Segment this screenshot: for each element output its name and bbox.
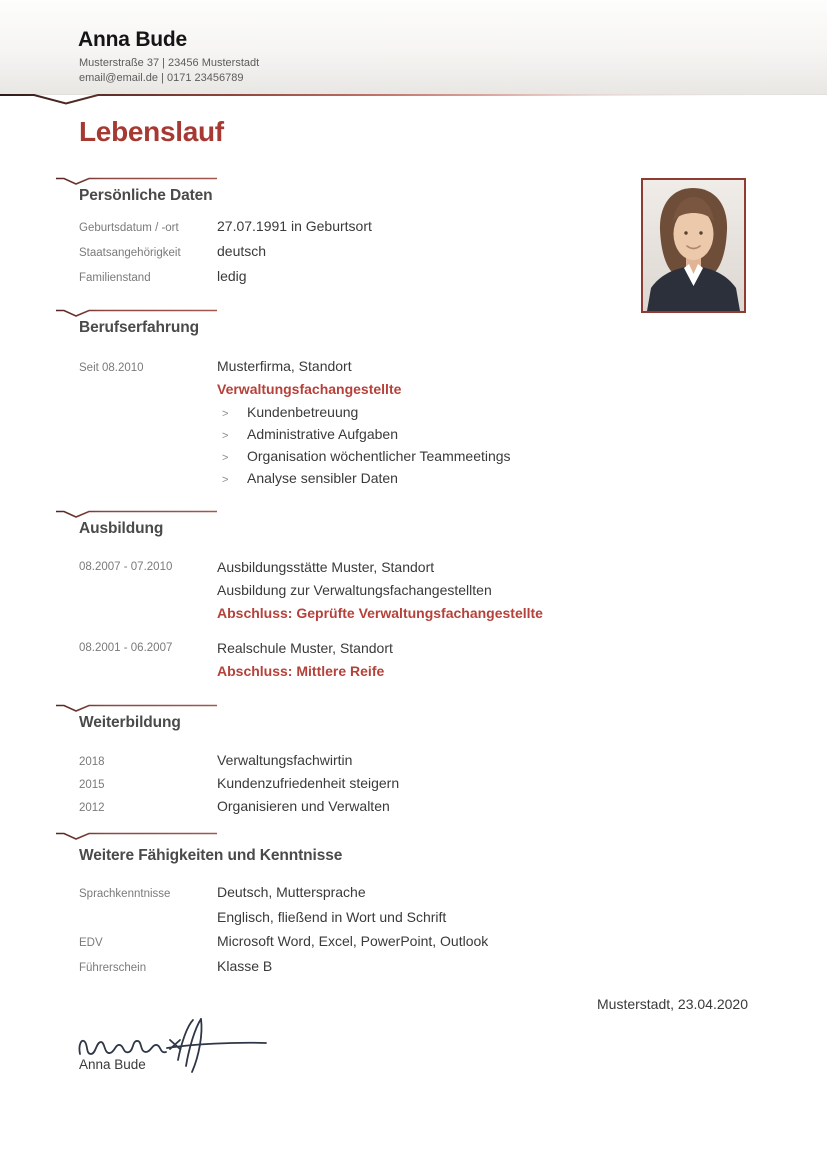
skill-value: Microsoft Word, Excel, PowerPoint, Outlook xyxy=(217,933,489,949)
education-entry xyxy=(79,637,543,683)
chevron-bullet-icon: > xyxy=(222,408,229,420)
education-line: Ausbildungsstätte Muster, Standort xyxy=(217,559,435,575)
skill-value: Englisch, fließend in Wort und Schrift xyxy=(217,908,447,925)
field-label: Staatsangehörigkeit xyxy=(79,247,181,259)
bullet-text: Administrative Aufgaben xyxy=(247,426,398,442)
experience-role: Verwaltungsfachangestellte xyxy=(217,381,402,397)
training-row xyxy=(79,749,399,772)
document-title: Lebenslauf xyxy=(79,116,224,147)
section-heading-experience: Berufserfahrung xyxy=(79,319,199,336)
training-year: 2012 xyxy=(79,802,105,814)
skill-label: Führerschein xyxy=(79,961,147,974)
signature-name: Anna Bude xyxy=(79,1057,146,1072)
skill-row xyxy=(79,929,488,954)
experience-company: Musterfirma, Standort xyxy=(217,358,352,374)
personal-row xyxy=(79,239,372,264)
training-title: Organisieren und Verwalten xyxy=(217,798,390,814)
personal-row xyxy=(79,214,372,239)
section-heading-training: Weiterbildung xyxy=(79,714,181,731)
personal-data xyxy=(79,214,372,289)
skill-row xyxy=(79,880,488,905)
education-period: 08.2007 - 07.2010 xyxy=(79,561,173,573)
skill-value: Deutsch, Muttersprache xyxy=(217,884,366,900)
training-row xyxy=(79,772,399,795)
skill-row xyxy=(79,905,488,930)
training-title: Kundenzufriedenheit steigern xyxy=(217,775,400,791)
address-line: Musterstraße 37 | 23456 Musterstadt xyxy=(79,57,260,69)
bullet-text: Organisation wöchentlicher Teammeetings xyxy=(247,448,511,464)
section-heading-education: Ausbildung xyxy=(79,520,164,537)
education-line: Ausbildung zur Verwaltungsfachangestellten xyxy=(217,582,492,598)
education-line: Realschule Muster, Standort xyxy=(217,640,393,656)
chevron-bullet-icon: > xyxy=(222,452,229,464)
experience-header-row xyxy=(79,355,511,378)
bullet-text: Analyse sensibler Daten xyxy=(247,470,398,486)
section-divider xyxy=(55,306,220,319)
field-label: Familienstand xyxy=(79,272,151,284)
experience-bullet xyxy=(222,401,511,423)
experience-bullet xyxy=(222,467,511,489)
skill-label: EDV xyxy=(79,937,103,949)
training-year: 2015 xyxy=(79,779,105,791)
experience-bullet xyxy=(222,445,511,467)
section-divider xyxy=(55,701,220,714)
contact-line: email@email.de | 0171 23456789 xyxy=(79,72,244,84)
education-result: Abschluss: Geprüfte Verwaltungsfachangestellte xyxy=(217,605,543,621)
portrait-photo xyxy=(641,178,746,313)
field-value: deutsch xyxy=(217,243,267,259)
section-divider xyxy=(55,174,220,187)
field-value: ledig xyxy=(217,268,247,284)
skill-label: Sprachkenntnisse xyxy=(79,888,171,900)
education-details xyxy=(217,556,543,625)
chevron-bullet-icon: > xyxy=(222,474,229,486)
section-divider xyxy=(55,829,220,842)
field-label: Geburtsdatum / -ort xyxy=(79,222,179,234)
training-year: 2018 xyxy=(79,756,105,768)
education-entry xyxy=(79,556,543,625)
education-details xyxy=(217,637,393,683)
skill-row xyxy=(79,954,488,979)
experience-period: Seit 08.2010 xyxy=(79,362,144,374)
personal-row xyxy=(79,264,372,289)
bullet-text: Kundenbetreuung xyxy=(247,404,359,420)
header-accent-line xyxy=(0,89,827,107)
section-heading-personal: Persönliche Daten xyxy=(79,187,213,204)
person-name: Anna Bude xyxy=(78,28,188,51)
section-divider xyxy=(55,507,220,520)
education-period: 08.2001 - 06.2007 xyxy=(79,642,173,654)
field-value: 27.07.1991 in Geburtsort xyxy=(217,218,372,234)
training-row xyxy=(79,795,399,818)
education-list xyxy=(79,556,543,683)
skill-value: Klasse B xyxy=(217,957,273,974)
training-title: Verwaltungsfachwirtin xyxy=(217,752,353,768)
contact-info xyxy=(79,56,259,86)
portrait-illustration xyxy=(643,180,744,311)
header xyxy=(0,0,827,95)
section-heading-skills: Weitere Fähigkeiten und Kenntnisse xyxy=(79,847,343,864)
experience-bullet xyxy=(222,423,511,445)
experience-entry xyxy=(79,355,511,489)
training-list xyxy=(79,749,399,818)
chevron-bullet-icon: > xyxy=(222,430,229,442)
education-result: Abschluss: Mittlere Reife xyxy=(217,663,385,679)
place-and-date: Musterstadt, 23.04.2020 xyxy=(597,996,748,1012)
skills-list xyxy=(79,880,488,978)
